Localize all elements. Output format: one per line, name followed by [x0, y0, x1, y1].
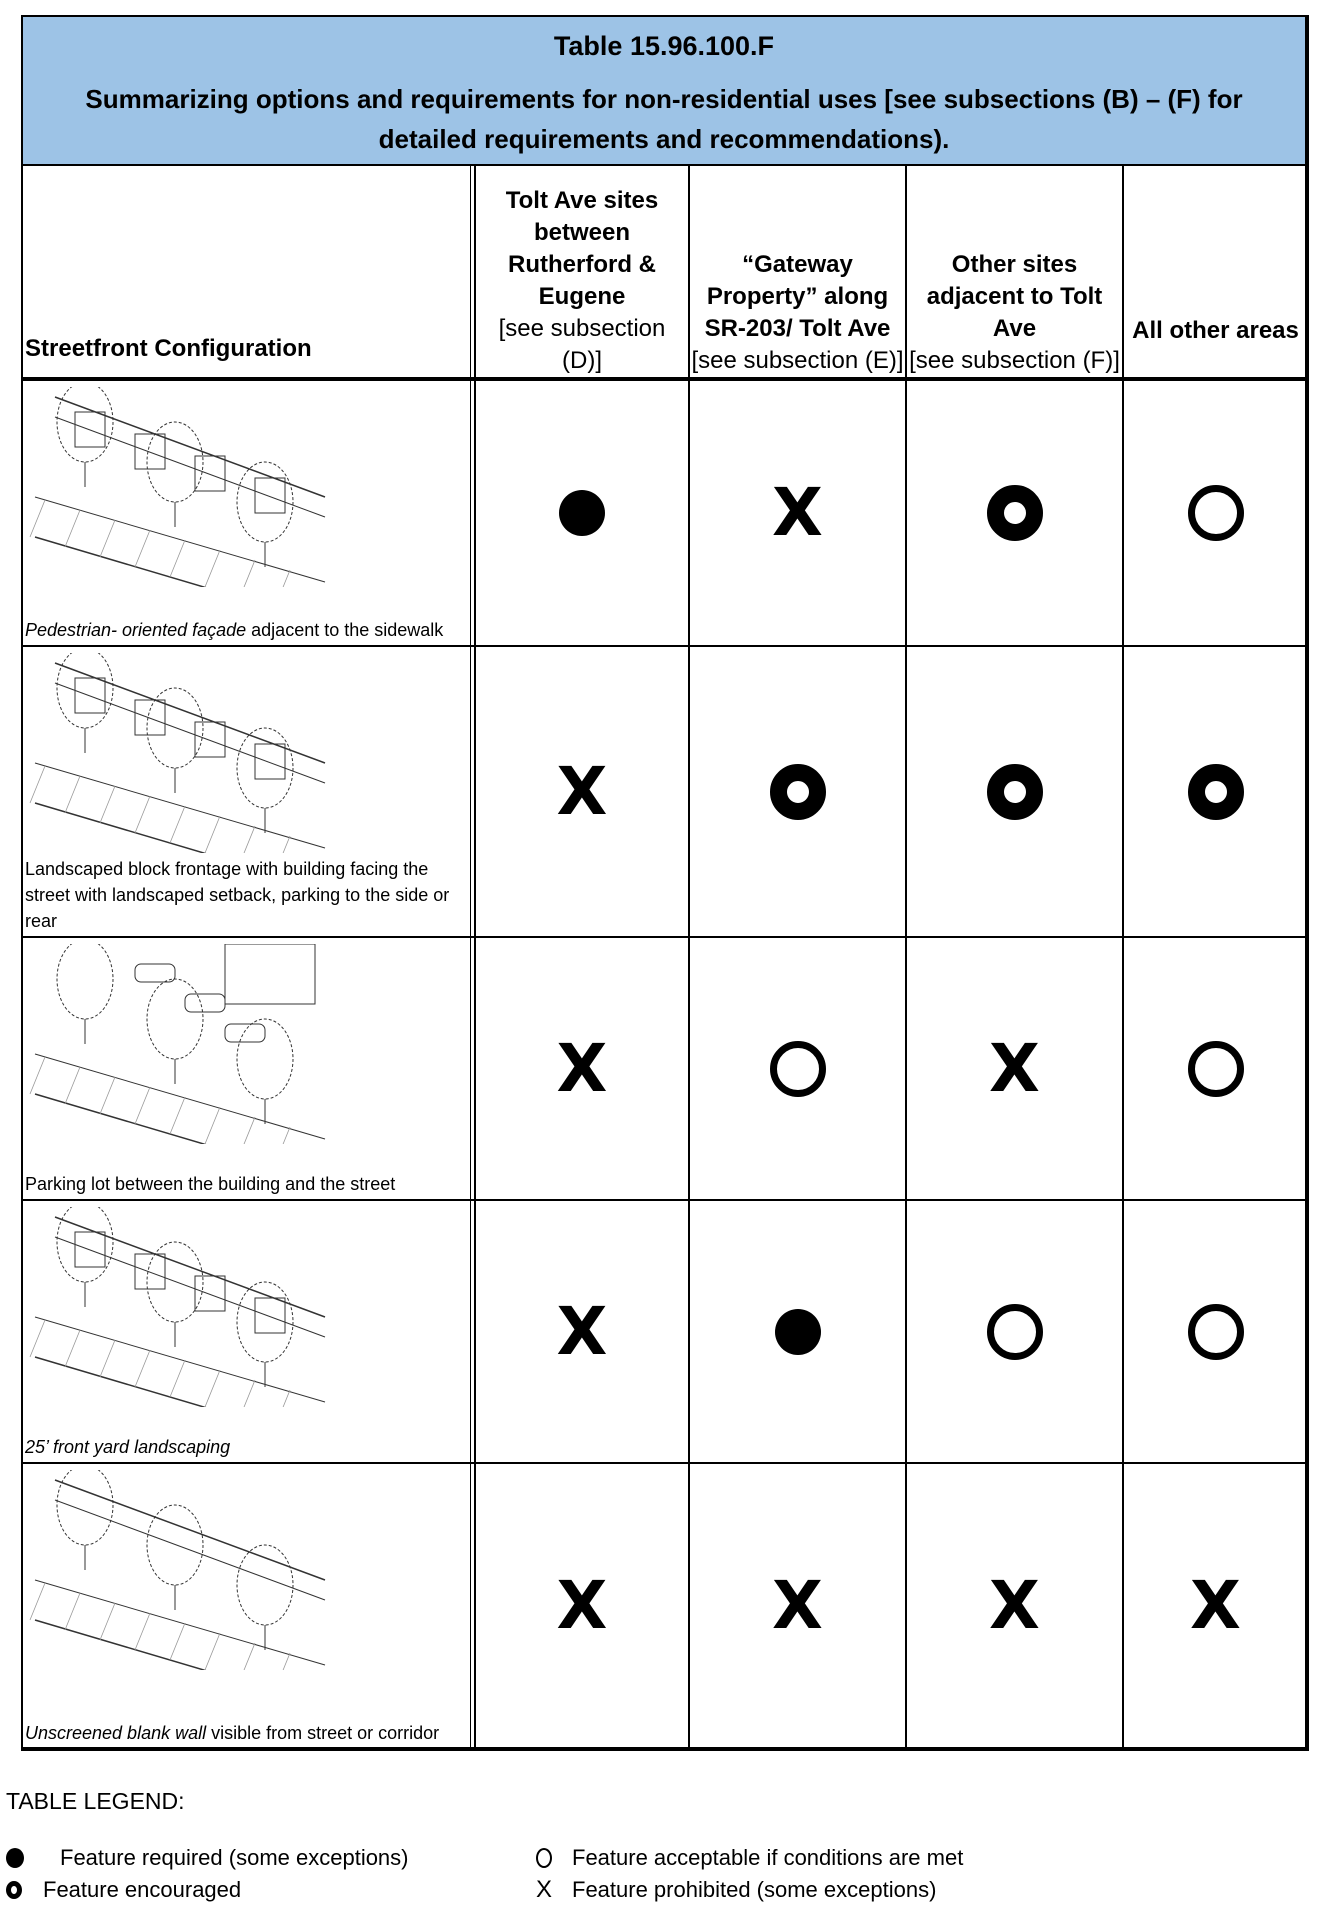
requirement-cell [690, 381, 907, 645]
requirement-cell [1124, 1201, 1307, 1462]
table-row [23, 1201, 1305, 1464]
legend-title: TABLE LEGEND: [6, 1788, 185, 1814]
prohibited-symbol-icon: X [556, 1567, 608, 1644]
requirement-cell [690, 647, 907, 936]
header-col-4 [1124, 166, 1307, 377]
requirement-cell [476, 1201, 690, 1462]
column-note: [see subsection (D)] [498, 315, 666, 374]
requirement-cell [690, 938, 907, 1199]
table-caption: Summarizing options and requirements for non-residential uses [see subsections (B) – (F) for detailed requirements and recommendations). [85, 84, 1243, 154]
caption-text: visible from street or corridor [206, 1723, 440, 1743]
legend-item-acceptable [0, 1843, 1329, 1873]
acceptable-symbol-icon [770, 1041, 826, 1097]
requirement-cell [476, 938, 690, 1199]
prohibited-symbol-icon: X [772, 1567, 823, 1644]
caption-text: Landscaped block frontage with building facing the street with landscaped setback, parking to the side or rear [25, 859, 450, 931]
encouraged-symbol-icon [987, 764, 1043, 820]
configuration-caption [25, 1720, 450, 1746]
caption-emphasis: 25’ front yard landscaping [25, 1437, 231, 1457]
requirement-cell [1124, 938, 1307, 1199]
configuration-caption [25, 1171, 450, 1197]
requirement-cell [690, 1201, 907, 1462]
requirement-cell [907, 938, 1124, 1199]
configuration-caption [25, 856, 450, 934]
pedestrian-oriented-facade-sketch-illustration [25, 387, 365, 587]
prohibited-symbol-icon: X [536, 1876, 553, 1903]
table-title-band [23, 17, 1305, 166]
header-config-cell [23, 166, 471, 377]
prohibited-symbol-icon: X [556, 752, 608, 830]
legend-label: Feature acceptable if conditions are met [572, 1845, 964, 1870]
required-symbol-icon [775, 1309, 821, 1355]
header-row [23, 166, 1305, 381]
caption-text: Parking lot between the building and the street [25, 1174, 396, 1194]
requirement-cell [1124, 381, 1307, 645]
configuration-caption [25, 617, 450, 643]
acceptable-symbol-icon [1188, 1304, 1244, 1360]
blank-wall-sketch-illustration [25, 1470, 365, 1670]
prohibited-symbol-icon: X [989, 1567, 1040, 1644]
requirement-cell [476, 647, 690, 936]
configuration-cell [23, 647, 471, 936]
acceptable-symbol-icon [987, 1304, 1043, 1360]
column-title: “Gateway Property” along SR-203/ Tolt Ave [704, 251, 891, 342]
requirement-cell [907, 1201, 1124, 1462]
column-title: Other sites adjacent to Tolt Ave [926, 251, 1103, 342]
header-col-1 [476, 166, 690, 377]
landscaped-block-frontage-sketch-illustration [25, 653, 365, 853]
requirement-cell [1124, 1464, 1307, 1748]
legend-label: Feature prohibited (some exceptions) [572, 1877, 937, 1902]
prohibited-symbol-icon: X [556, 1029, 608, 1107]
front-yard-landscaping-sketch-illustration [25, 1207, 365, 1407]
requirement-cell [476, 1464, 690, 1748]
encouraged-symbol-icon [770, 764, 826, 820]
configuration-cell [23, 938, 471, 1199]
parking-lot-sketch-illustration [25, 944, 365, 1144]
requirement-cell [690, 1464, 907, 1748]
column-title: Tolt Ave sites between Rutherford & Eugene [505, 187, 659, 310]
requirement-cell [907, 381, 1124, 645]
table-row [23, 381, 1305, 647]
requirement-cell [907, 1464, 1124, 1748]
encouraged-symbol-icon [1188, 764, 1244, 820]
column-note: [see subsection (F)] [909, 347, 1120, 374]
prohibited-symbol-icon: X [1190, 1567, 1241, 1644]
header-col-3 [907, 166, 1124, 377]
column-title: All other areas [1132, 317, 1299, 344]
prohibited-symbol-icon: X [556, 1292, 608, 1370]
configuration-caption [25, 1434, 450, 1460]
column-note: [see subsection (E)] [691, 347, 904, 374]
prohibited-symbol-icon: X [989, 1029, 1040, 1107]
table-row [23, 647, 1305, 938]
acceptable-symbol-icon [1188, 485, 1244, 541]
requirement-cell [476, 381, 690, 645]
requirement-cell [1124, 647, 1307, 936]
required-symbol-icon [559, 490, 605, 536]
streetfront-configuration-header: Streetfront Configuration [25, 335, 312, 362]
encouraged-symbol-icon [987, 485, 1043, 541]
legend-label: Feature required (some exceptions) [60, 1845, 409, 1870]
configuration-cell [23, 1201, 471, 1462]
requirements-table [21, 15, 1309, 1751]
configuration-cell [23, 381, 471, 645]
caption-emphasis: Pedestrian- oriented façade [25, 620, 247, 640]
acceptable-symbol-icon [536, 1848, 552, 1868]
table-number: Table 15.96.100.F [553, 31, 775, 61]
acceptable-symbol-icon [1188, 1041, 1244, 1097]
caption-text: adjacent to the sidewalk [246, 620, 444, 640]
caption-emphasis: Unscreened blank wall [25, 1723, 207, 1743]
legend-label: Feature encouraged [43, 1877, 242, 1902]
table-row [23, 938, 1305, 1201]
header-col-2 [690, 166, 907, 377]
table-row [23, 1464, 1305, 1748]
legend-item-prohibited [0, 1875, 1329, 1905]
configuration-cell [23, 1464, 471, 1748]
prohibited-symbol-icon: X [772, 474, 823, 551]
requirement-cell [907, 647, 1124, 936]
